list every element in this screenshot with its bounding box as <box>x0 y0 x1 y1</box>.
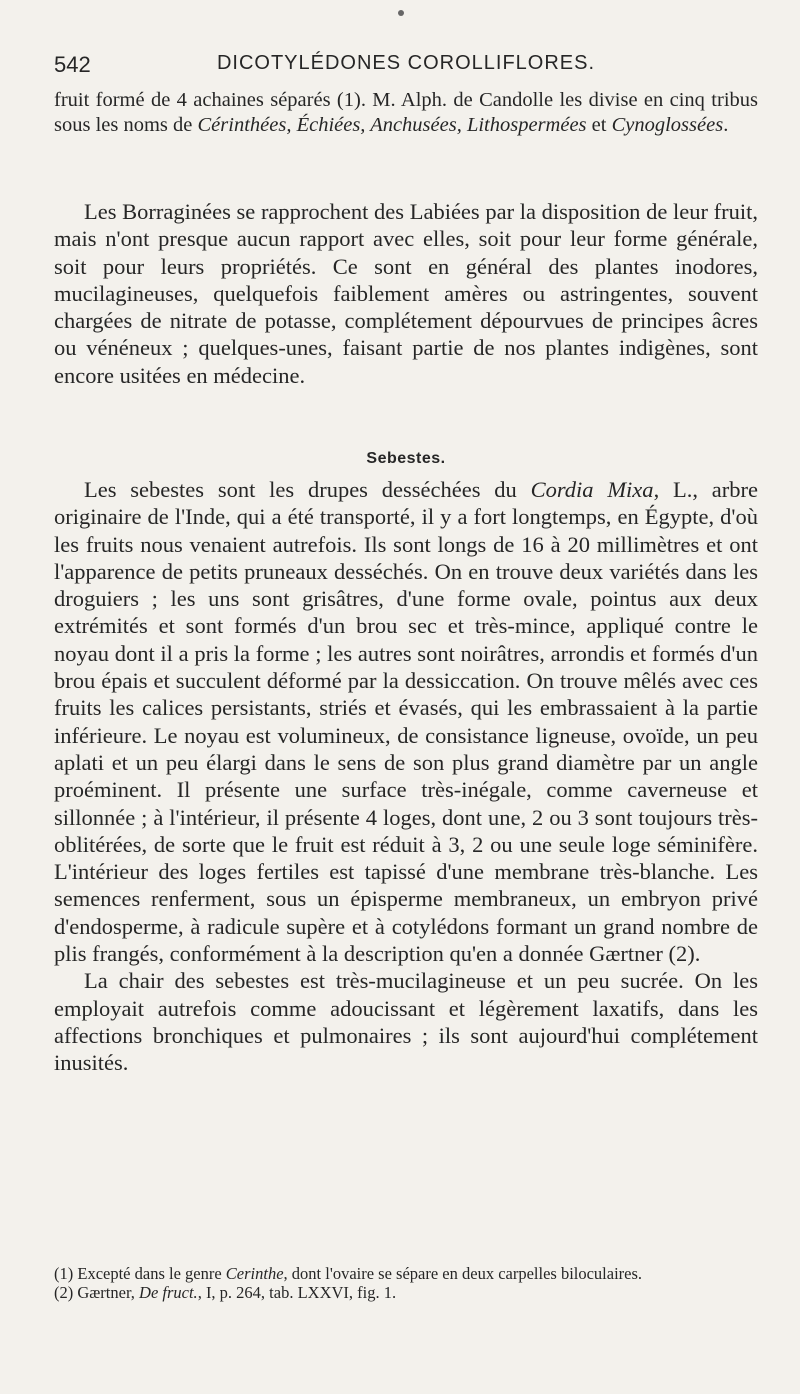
running-head <box>54 52 758 82</box>
tribe-name-last: Cynoglossées <box>611 113 724 136</box>
borraginees-block <box>54 198 758 389</box>
page-number: 542 <box>54 52 91 77</box>
fn1-genus: Cerinthe <box>225 1264 284 1283</box>
intro-text: fruit formé de 4 achaines séparés (1). M. Alph. de Candolle les divise en cinq tribus sous les noms de <box>54 89 758 136</box>
paragraph-sebestes-description <box>54 476 758 967</box>
footnote-2 <box>54 1283 758 1302</box>
footnotes <box>54 1264 758 1302</box>
paragraph-borraginees: Les Borraginées se rapprochent des Labiées par la disposition de leur fruit, mais n'ont presque aucun rapport avec elles, soit pour leur forme générale, soit pour leurs propriétés. Ce sont en général des plantes inodores, mucilagineuses, quelquefois faiblement amères ou astringentes, souvent chargées de nitrate de potasse, complétement dépourvues de principes âcres ou vénéneux ; quelques-unes, faisant partie de nos plantes indigènes, sont encore usitées en médecine. <box>54 199 758 388</box>
fn2-text: (2) Gærtner, <box>54 1283 140 1302</box>
fn1-text: (1) Excepté dans le genre <box>54 1264 226 1283</box>
paragraph-sebestes-usage: La chair des sebestes est très-mucilagineuse et un peu sucrée. On les employait autrefois comme adoucissant et légèrement laxatifs, dans les affections bronchiques et pulmonaires ; ils sont aujourd'hui complétement inusités. <box>54 968 758 1076</box>
footnote-1 <box>54 1264 758 1283</box>
fn2-title: De fruct. <box>139 1283 198 1302</box>
intro-text-end: . <box>723 113 729 136</box>
sebestes-block <box>54 476 758 1077</box>
tribe-names: Cérinthées, Échiées, Anchusées, Lithospermées <box>197 113 587 136</box>
p1-text: Les sebestes sont les drupes desséchées du <box>84 477 531 502</box>
species-name: Cordia Mixa <box>530 477 654 502</box>
ink-dot <box>398 10 404 16</box>
fn2-text-rest: , I, p. 264, tab. LXXVI, fig. 1. <box>197 1283 397 1302</box>
intro-block <box>54 88 758 137</box>
running-title: DICOTYLÉDONES COROLLIFLORES. <box>216 52 596 74</box>
section-heading: Sebestes. <box>366 450 446 467</box>
fn1-text-rest: , dont l'ovaire se sépare en deux carpelles biloculaires. <box>283 1264 643 1283</box>
intro-paragraph <box>54 88 758 137</box>
intro-text-conj: et <box>586 113 612 136</box>
p1-text-rest: , L., arbre originaire de l'Inde, qui a été transporté, il y a fort longtemps, en Égypte, d'où les fruits nous venaient autrefois. Ils sont longs de 16 à 20 millimètres et ont l'apparence de petits pruneaux desséchés. On en trouve deux variétés dans les droguiers ; les uns sont grisâtres, d'une forme ovale, pointus aux deux extrémités et sont formés d'un brou sec et très-mince, appliqué contre le noyau dont il a pris la forme ; les autres sont noirâtres, arrondis et formés d'un brou épais et succulent déformé par la dessiccation. On trouve mêlés avec ces fruits les calices persistants, striés et évasés, qui les embrassaient à la partie inférieure. Le noyau est volumineux, de consistance ligneuse, ovoïde, un peu aplati et un peu élargi dans le sens de son plus grand diamètre par un angle proéminent. Il présente une surface très-inégale, comme caverneuse et sillonnée ; à l'intérieur, il présente 4 loges, dont une, 2 ou 3 sont toujours très-oblitérées, de sorte que le fruit est réduit à 3, 2 ou une seule loge séminifère. L'intérieur des loges fertiles est tapissé d'une membrane très-blanche. Les semences renferment, sous un épisperme membraneux, un embryon privé d'endosperme, à radicule supère et à cotylédons formant un grand nombre de plis frangés, conformément à la description qu'en a donnée Gærtner (2). <box>54 477 759 967</box>
